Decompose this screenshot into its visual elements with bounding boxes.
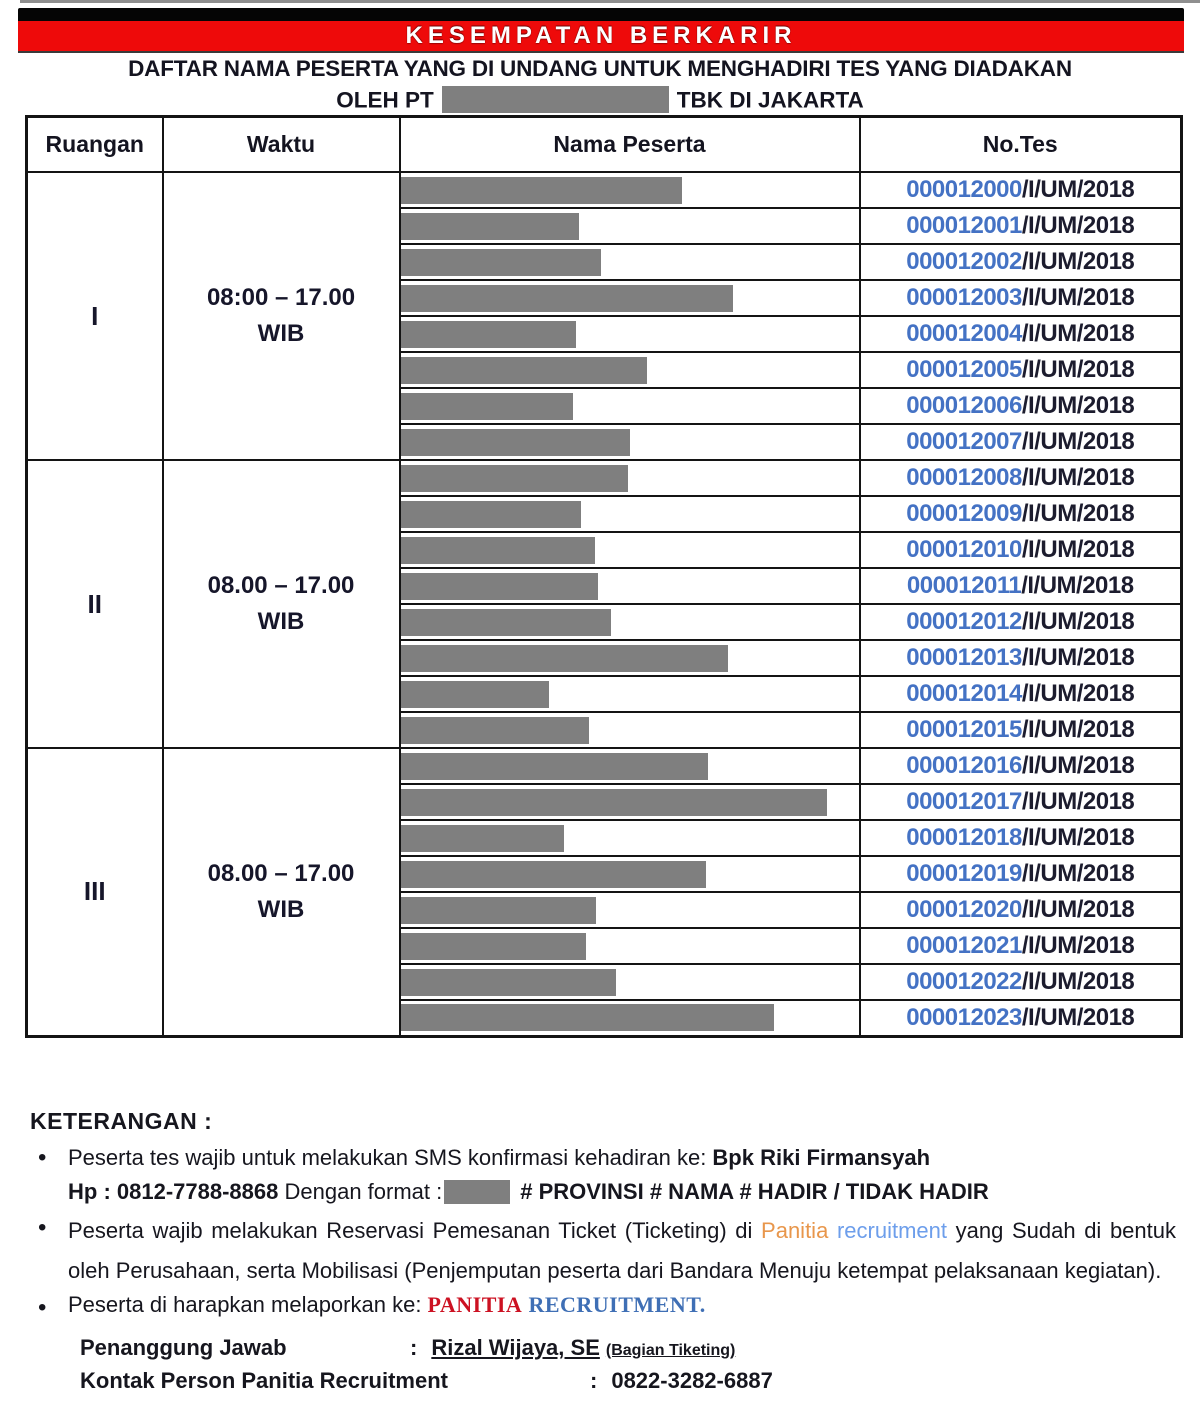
phone-number: Hp : 0812-7788-8868 <box>68 1179 279 1204</box>
column-header-nama-peserta: Nama Peserta <box>400 117 860 173</box>
colon: : <box>590 1368 598 1393</box>
ticket-instruction-part1: Peserta wajib melakukan Reservasi Pemesanan Ticket (Ticketing) di <box>68 1218 762 1243</box>
test-number-suffix: /I/UM/2018 <box>1021 788 1135 815</box>
test-number-cell <box>860 820 1182 856</box>
participant-name-cell <box>400 1000 860 1036</box>
redacted-participant-name <box>401 321 576 348</box>
test-number: 000012018 <box>906 824 1022 851</box>
contact-person-phone: 0822-3282-6887 <box>611 1368 773 1393</box>
test-number: 000012015 <box>906 716 1022 743</box>
test-number-suffix: /I/UM/2018 <box>1021 968 1135 995</box>
room-number: III <box>27 748 163 1036</box>
keterangan-section <box>30 1108 1176 1396</box>
participant-name-cell <box>400 964 860 1000</box>
bullet-report-to <box>30 1291 1176 1325</box>
test-number-suffix: /I/UM/2018 <box>1021 248 1135 275</box>
test-number-suffix: /I/UM/2018 <box>1021 356 1135 383</box>
bullet-icon: • <box>38 1294 47 1321</box>
table-header-row <box>27 117 1182 173</box>
participant-name-cell <box>400 280 860 316</box>
redacted-participant-name <box>401 753 708 780</box>
test-number: 000012014 <box>906 680 1022 707</box>
column-header-waktu: Waktu <box>163 117 400 173</box>
redacted-participant-name <box>401 1004 774 1031</box>
responsible-person-label: Penanggung Jawab <box>80 1335 287 1360</box>
time-range: 08.00 – 17.00 <box>207 572 355 599</box>
test-number-suffix: /I/UM/2018 <box>1021 716 1135 743</box>
participant-name-cell <box>400 172 860 208</box>
title-line2-suffix: TBK DI JAKARTA <box>676 87 864 113</box>
test-number: 000012010 <box>906 536 1022 563</box>
redacted-participant-name <box>401 213 579 240</box>
test-number-suffix: /I/UM/2018 <box>1021 896 1135 923</box>
table-row <box>27 460 1182 496</box>
test-number-suffix: /I/UM/2018 <box>1021 644 1135 671</box>
participant-name-cell <box>400 748 860 784</box>
test-number-cell <box>860 532 1182 568</box>
test-number-cell <box>860 856 1182 892</box>
test-number-cell <box>860 640 1182 676</box>
test-number-suffix: /I/UM/2018 <box>1021 1003 1135 1031</box>
participant-name-cell <box>400 532 860 568</box>
test-number-suffix: /I/UM/2018 <box>1021 572 1134 599</box>
participant-name-cell <box>400 388 860 424</box>
test-number: 000012003 <box>906 284 1022 311</box>
keterangan-heading: KETERANGAN : <box>30 1108 213 1134</box>
test-number: 000012004 <box>906 320 1022 347</box>
bullet-ticket-reservation <box>30 1211 1176 1291</box>
banner-title: KESEMPATAN BERKARIR <box>405 22 797 49</box>
test-number-suffix: /I/UM/2018 <box>1021 608 1135 635</box>
participant-name-cell <box>400 568 860 604</box>
test-number: 000012006 <box>906 392 1022 419</box>
time-zone: WIB <box>257 608 305 635</box>
contact-person-label: Kontak Person Panitia Recruitment <box>80 1368 448 1393</box>
participant-name-cell <box>400 604 860 640</box>
test-number-suffix: /I/UM/2018 <box>1021 536 1135 563</box>
time-range: 08.00 – 17.00 <box>207 859 355 887</box>
test-number-cell <box>860 676 1182 712</box>
test-number-suffix: /I/UM/2018 <box>1021 500 1135 527</box>
participant-name-cell <box>400 856 860 892</box>
time-range: 08:00 – 17.00 <box>206 284 356 311</box>
room-number: I <box>27 172 163 460</box>
format-label: Dengan format : <box>284 1179 443 1204</box>
document-title-line2 <box>0 86 1200 117</box>
test-number-cell <box>860 244 1182 280</box>
ticket-instruction-part2: yang Sudah di bentuk oleh Perusahaan, serta Mobilisasi (Penjemputan peserta dari Bandara Menuju ketempat pelaksanaan kegiatan). <box>68 1218 1177 1283</box>
test-number: 000012007 <box>906 428 1022 455</box>
redacted-participant-name <box>401 897 596 924</box>
redacted-participant-name <box>401 249 601 276</box>
participant-name-cell <box>400 820 860 856</box>
test-number-suffix: /I/UM/2018 <box>1021 428 1135 455</box>
test-number-suffix: /I/UM/2018 <box>1021 176 1135 203</box>
test-number-suffix: /I/UM/2018 <box>1021 392 1135 419</box>
test-number-suffix: /I/UM/2018 <box>1021 752 1135 779</box>
test-number-suffix: /I/UM/2018 <box>1021 464 1135 491</box>
test-number-suffix: /I/UM/2018 <box>1021 320 1135 347</box>
test-number: 000012012 <box>906 608 1022 635</box>
participant-name-cell <box>400 208 860 244</box>
redacted-participant-name <box>401 645 728 672</box>
test-number-cell <box>860 424 1182 460</box>
participant-name-cell <box>400 496 860 532</box>
column-header-no-tes: No.Tes <box>860 117 1182 173</box>
test-number-cell <box>860 784 1182 820</box>
participant-name-cell <box>400 640 860 676</box>
responsible-person-role: (Bagian Tiketing) <box>605 1342 736 1359</box>
redacted-participant-name <box>401 969 616 996</box>
test-number: 000012000 <box>906 176 1022 203</box>
test-number: 000012002 <box>906 248 1022 275</box>
test-number-suffix: /I/UM/2018 <box>1021 932 1135 959</box>
test-number-cell <box>860 568 1182 604</box>
test-number-cell <box>860 892 1182 928</box>
test-number: 000012001 <box>906 212 1022 239</box>
test-number-suffix: /I/UM/2018 <box>1021 212 1135 239</box>
test-number: 000012019 <box>906 860 1022 887</box>
redacted-format-code <box>444 1180 510 1204</box>
sms-format-text: # PROVINSI # NAMA # HADIR / TIDAK HADIR <box>520 1179 989 1204</box>
test-number: 000012017 <box>906 788 1022 815</box>
bullet-sms-confirmation <box>30 1141 1176 1209</box>
redacted-participant-name <box>401 717 589 744</box>
bullet-icon: • <box>38 1214 47 1241</box>
test-number-cell <box>860 1000 1182 1036</box>
test-number-cell <box>860 712 1182 748</box>
redacted-participant-name <box>401 789 827 816</box>
panitia-red-label: PANITIA <box>427 1292 523 1317</box>
recruitment-blue-label: RECRUITMENT. <box>528 1292 706 1317</box>
participant-name-cell <box>400 316 860 352</box>
page-top-rule <box>20 0 1200 3</box>
redacted-participant-name <box>401 177 682 204</box>
test-number-suffix: /I/UM/2018 <box>1021 284 1135 311</box>
time-zone: WIB <box>257 895 305 923</box>
test-number: 000012005 <box>906 356 1022 383</box>
participants-table <box>25 115 1183 1038</box>
redacted-participant-name <box>401 933 586 960</box>
test-number: 000012008 <box>906 464 1022 491</box>
report-instruction-text: Peserta di harapkan melaporkan ke: <box>68 1292 428 1317</box>
test-number: 000012022 <box>906 968 1022 995</box>
redacted-participant-name <box>401 429 630 456</box>
title-line2-prefix: OLEH PT <box>336 87 434 113</box>
test-number-cell <box>860 928 1182 964</box>
redacted-participant-name <box>401 681 549 708</box>
test-number-cell <box>860 172 1182 208</box>
participant-name-cell <box>400 460 860 496</box>
time-slot <box>163 460 400 748</box>
test-number-suffix: /I/UM/2018 <box>1021 824 1135 851</box>
test-number-cell <box>860 352 1182 388</box>
test-number-cell <box>860 748 1182 784</box>
time-zone: WIB <box>257 320 305 347</box>
redacted-participant-name <box>401 609 611 636</box>
banner-red-bar <box>18 21 1184 53</box>
responsible-person-name: Rizal Wijaya, SE <box>431 1335 600 1360</box>
redacted-participant-name <box>401 825 564 852</box>
table-row <box>27 748 1182 784</box>
bullet-icon: • <box>38 1144 47 1171</box>
test-number-cell <box>860 964 1182 1000</box>
participant-name-cell <box>400 712 860 748</box>
test-number-cell <box>860 280 1182 316</box>
redacted-participant-name <box>401 573 598 600</box>
redacted-company-name <box>442 86 669 113</box>
bullet-report-text <box>68 1291 706 1325</box>
participant-name-cell <box>400 352 860 388</box>
responsible-person-line <box>30 1335 1176 1365</box>
redacted-participant-name <box>401 537 595 564</box>
participant-name-cell <box>400 892 860 928</box>
test-number: 000012021 <box>906 932 1022 959</box>
time-slot <box>163 172 400 460</box>
test-number: 000012023 <box>906 1003 1022 1031</box>
redacted-participant-name <box>401 357 647 384</box>
time-slot <box>163 748 400 1036</box>
recruitment-highlight: recruitment <box>836 1218 947 1243</box>
colon: : <box>410 1335 418 1360</box>
document-title-line1: DAFTAR NAMA PESERTA YANG DI UNDANG UNTUK MENGHADIRI TES YANG DIADAKAN <box>128 56 1072 81</box>
test-number-cell <box>860 496 1182 532</box>
redacted-participant-name <box>401 285 733 312</box>
table-row <box>27 172 1182 208</box>
test-number-suffix: /I/UM/2018 <box>1021 860 1135 887</box>
contact-person-line <box>30 1368 1176 1396</box>
career-banner <box>18 8 1184 53</box>
banner-black-bar <box>18 8 1184 21</box>
test-number: 000012013 <box>906 644 1022 671</box>
test-number: 000012009 <box>906 500 1022 527</box>
test-number-cell <box>860 604 1182 640</box>
redacted-participant-name <box>401 393 573 420</box>
test-number-cell <box>860 208 1182 244</box>
redacted-participant-name <box>401 465 628 492</box>
redacted-participant-name <box>401 501 581 528</box>
test-number-cell <box>860 388 1182 424</box>
test-number-cell <box>860 316 1182 352</box>
participant-name-cell <box>400 928 860 964</box>
test-number: 000012020 <box>906 896 1022 923</box>
test-number-suffix: /I/UM/2018 <box>1021 680 1135 707</box>
contact-person-name: Bpk Riki Firmansyah <box>712 1145 931 1170</box>
participant-name-cell <box>400 424 860 460</box>
room-number: II <box>27 460 163 748</box>
redacted-participant-name <box>401 861 706 888</box>
bullet-ticket-text <box>68 1211 1176 1291</box>
panitia-highlight: Panitia <box>761 1218 829 1243</box>
test-number: 000012011 <box>906 572 1022 599</box>
test-number: 000012016 <box>906 752 1022 779</box>
sms-instruction-text: Peserta tes wajib untuk melakukan SMS konfirmasi kehadiran ke: <box>68 1145 713 1170</box>
participant-name-cell <box>400 676 860 712</box>
test-number-cell <box>860 460 1182 496</box>
bullet-sms-text <box>68 1141 989 1209</box>
column-header-ruangan: Ruangan <box>27 117 163 173</box>
participant-name-cell <box>400 244 860 280</box>
participant-name-cell <box>400 784 860 820</box>
